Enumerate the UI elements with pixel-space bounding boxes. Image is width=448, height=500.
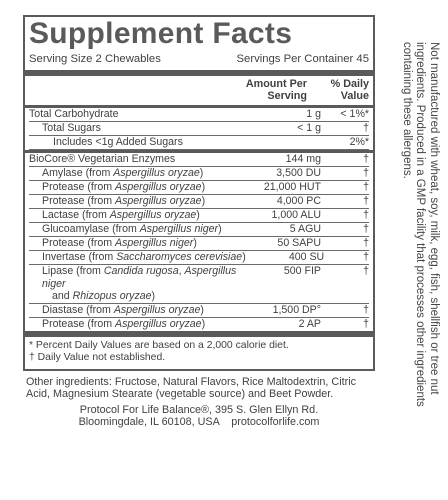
address-line: Protocol For Life Balance®, 395 S. Glen Ellyn Rd.	[79, 403, 319, 416]
enzyme-dv: †	[363, 195, 369, 207]
blend-amount: 144 mg	[285, 153, 321, 165]
servings-per-container: Servings Per Container 45	[236, 53, 369, 65]
enzyme-amount: 5 AGU	[289, 223, 321, 235]
enzyme-dv: †	[363, 237, 369, 249]
enzyme-row	[29, 195, 369, 209]
enzyme-name: Protease (from Aspergillus oryzae)	[42, 195, 206, 207]
enzyme-row	[29, 181, 369, 195]
enzyme-name: Protease (from Aspergillus niger)	[42, 237, 197, 249]
footnotes	[29, 337, 369, 369]
enzyme-name: Lipase (from Candida rugosa, Aspergillus niger and Rhizopus oryzae)	[42, 265, 237, 302]
enzyme-name: Protease (from Aspergillus oryzae)	[42, 181, 206, 193]
nutrient-dv: †	[363, 122, 369, 134]
nutrient-row	[29, 108, 369, 122]
nutrient-name: Total Carbohydrate	[29, 108, 119, 120]
enzyme-amount: 4,000 PC	[276, 195, 321, 207]
supplement-facts-panel	[23, 15, 375, 428]
blend-name: BioCore® Vegetarian Enzymes	[29, 153, 176, 165]
column-header	[29, 76, 369, 105]
enzyme-name: Diastase (from Aspergillus oryzae)	[42, 303, 204, 316]
enzyme-dv: †	[363, 251, 369, 263]
enzyme-amount: 400 SU	[288, 251, 325, 263]
nutrient-row	[29, 122, 369, 136]
enzyme-row	[29, 223, 369, 237]
enzyme-name: Lactase (from Aspergillus oryzae)	[42, 209, 200, 221]
facts-box	[23, 15, 375, 371]
enzyme-amount: 3,500 DU	[276, 167, 321, 179]
daily-value-header: % Daily Value	[330, 78, 369, 102]
nutrient-dv: < 1%*	[340, 108, 369, 120]
enzyme-amount: 50 SAPU	[277, 237, 321, 249]
enzyme-amount: 1,000 ALU	[271, 209, 321, 221]
allergen-statement: Not manufactured with wheat, soy, milk, egg, fish, shellfish or tree nut ingredients. Produced in a GMP facility that processes other ingredients containing these allergens.	[401, 42, 440, 407]
enzyme-name: Amylase (from Aspergillus oryzae)	[42, 167, 204, 179]
enzyme-dv: †	[363, 223, 369, 235]
enzyme-name: Invertase (from Saccharomyces cerevisiae)	[42, 251, 246, 263]
enzyme-name: Glucoamylase (from Aspergillus niger)	[42, 223, 222, 235]
enzyme-row	[29, 318, 369, 331]
enzyme-row	[29, 209, 369, 223]
nutrient-row	[29, 136, 369, 150]
panel-title: Supplement Facts	[29, 17, 293, 50]
serving-size: Serving Size 2 Chewables	[29, 53, 161, 65]
nutrient-amount: 1 g	[306, 108, 321, 120]
enzyme-dv: †	[363, 317, 369, 330]
nutrient-dv: 2%*	[349, 136, 369, 148]
enzyme-amount: 500 FIP	[283, 265, 321, 277]
other-ingredients: Other ingredients: Fructose, Natural Flavors, Rice Maltodextrin, Citric Acid, Magnesium Stearate (vegetable source) and Beet Powder.	[26, 375, 357, 400]
nutrient-name: Total Sugars	[42, 122, 101, 134]
enzyme-row	[29, 237, 369, 251]
enzyme-name: Protease (from Aspergillus oryzae)	[42, 317, 206, 330]
enzyme-dv: †	[363, 167, 369, 179]
company-address	[23, 404, 375, 428]
enzyme-dv: †	[363, 209, 369, 221]
enzyme-row	[29, 304, 369, 318]
enzyme-blend-row	[29, 153, 369, 167]
enzyme-row	[29, 265, 369, 304]
amount-header: Amount Per Serving	[245, 78, 307, 102]
enzyme-dv: †	[363, 265, 369, 277]
enzyme-amount: 1,500 DP°	[272, 303, 321, 316]
enzyme-row	[29, 251, 369, 265]
serving-info	[29, 50, 369, 70]
enzyme-dv: †	[363, 303, 369, 316]
footnote-not-established: † Daily Value not established.	[29, 352, 166, 363]
enzyme-dv: †	[363, 181, 369, 193]
enzyme-row	[29, 167, 369, 181]
enzyme-amount: 2 AP	[298, 317, 321, 330]
address-line: Bloomingdale, IL 60108, USA protocolforlife.com	[78, 415, 320, 428]
footnote-daily-values: * Percent Daily Values are based on a 2,000 calorie diet.	[29, 339, 289, 351]
enzyme-amount: 21,000 HUT	[263, 181, 321, 193]
nutrient-amount: < 1 g	[297, 122, 321, 134]
nutrient-name: Includes <1g Added Sugars	[53, 136, 183, 148]
blend-dv: †	[363, 153, 369, 165]
